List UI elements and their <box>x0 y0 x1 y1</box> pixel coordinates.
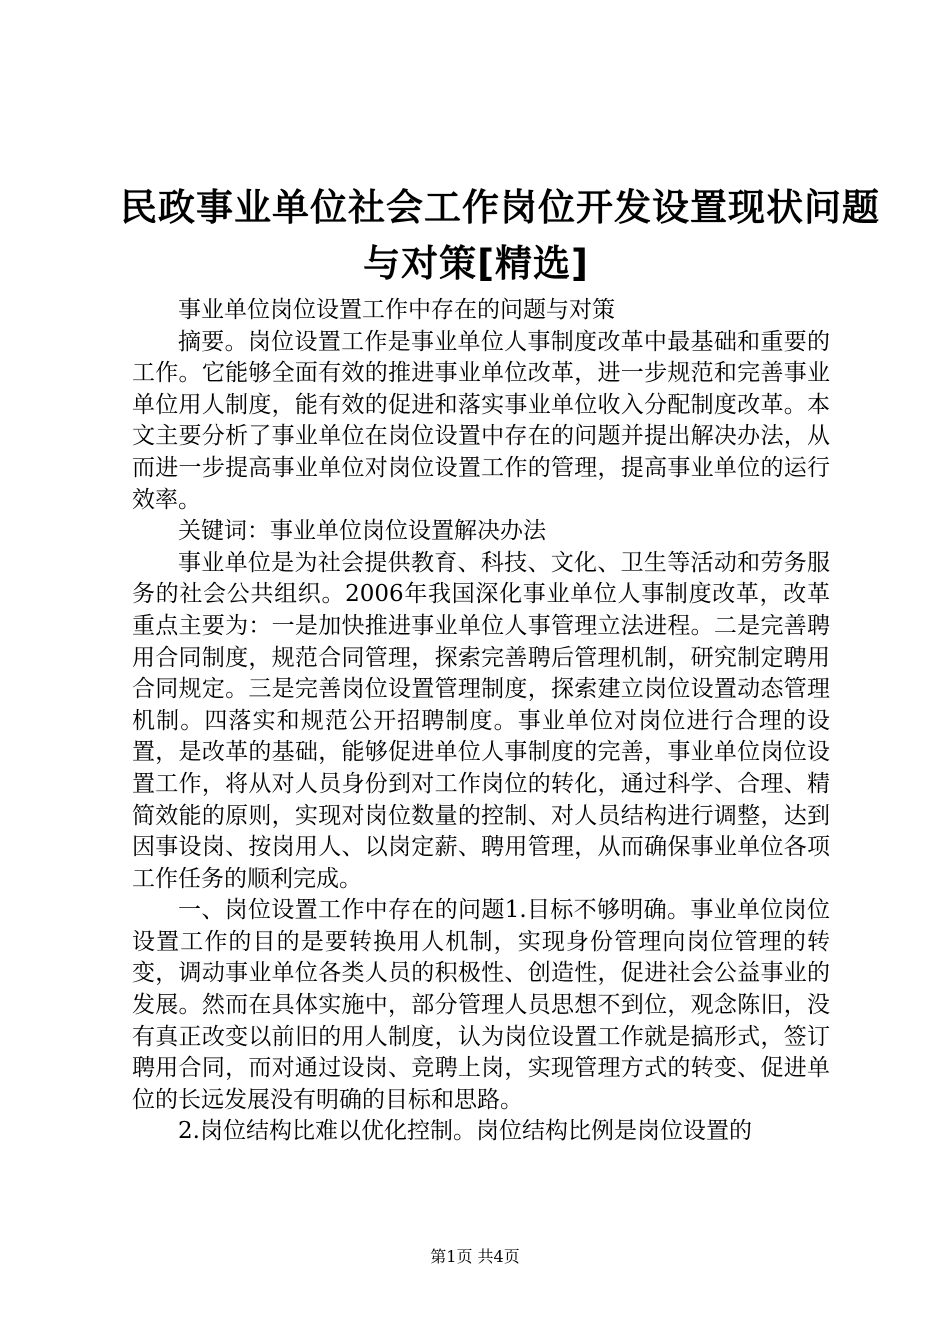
intro-paragraph: 事业单位是为社会提供教育、科技、文化、卫生等活动和劳务服务的社会公共组织。2006年我国深化事业单位人事制度改革，改革重点主要为：一是加快推进事业单位人事管理立法进程。二是完善聘用合同制度，规范合同管理，探索完善聘后管理机制，研究制定聘用合同规定。三是完善岗位设置管理制度，探索建立岗位设置动态管理机制。四落实和规范公开招聘制度。事业单位对岗位进行合理的设置，是改革的基础，能够促进单位人事制度的完善，事业单位岗位设置工作，将从对人员身份到对工作岗位的转化，通过科学、合理、精简效能的原则，实现对岗位数量的控制、对人员结构进行调整，达到因事设岗、按岗用人、以岗定薪、聘用管理，从而确保事业单位各项工作任务的顺利完成。 <box>132 549 830 892</box>
keywords-paragraph: 关键词：事业单位岗位设置解决办法 <box>178 518 546 545</box>
page-footer: 第1页 共4页 <box>430 1247 520 1266</box>
subtitle-paragraph: 事业单位岗位设置工作中存在的问题与对策 <box>178 297 615 323</box>
document-title-line-2: 与对策[精选] <box>363 242 589 285</box>
section-two-paragraph: 2.岗位结构比难以优化控制。岗位结构比例是岗位设置的 <box>178 1118 752 1145</box>
document-body <box>132 295 830 1148</box>
document-title-line-1: 民政事业单位社会工作岗位开发设置现状问题 <box>120 186 880 229</box>
section-one-paragraph: 一、岗位设置工作中存在的问题1.目标不够明确。事业单位岗位设置工作的目的是要转换用人机制，实现身份管理向岗位管理的转变，调动事业单位各类人员的积极性、创造性，促进社会公益事业的发展。然而在具体实施中，部分管理人员思想不到位，观念陈旧，没有真正改变以前旧的用人制度，认为岗位设置工作就是搞形式，签订聘用合同，而对通过设岗、竞聘上岗，实现管理方式的转变、促进单位的长远发展没有明确的目标和思路。 <box>132 897 830 1113</box>
abstract-paragraph: 摘要。岗位设置工作是事业单位人事制度改革中最基础和重要的工作。它能够全面有效的推进事业单位改革，进一步规范和完善事业单位用人制度，能有效的促进和落实事业单位收入分配制度改革。本文主要分析了事业单位在岗位设置中存在的问题并提出解决办法，从而进一步提高事业单位对岗位设置工作的管理，提高事业单位的运行效率。 <box>132 328 830 513</box>
